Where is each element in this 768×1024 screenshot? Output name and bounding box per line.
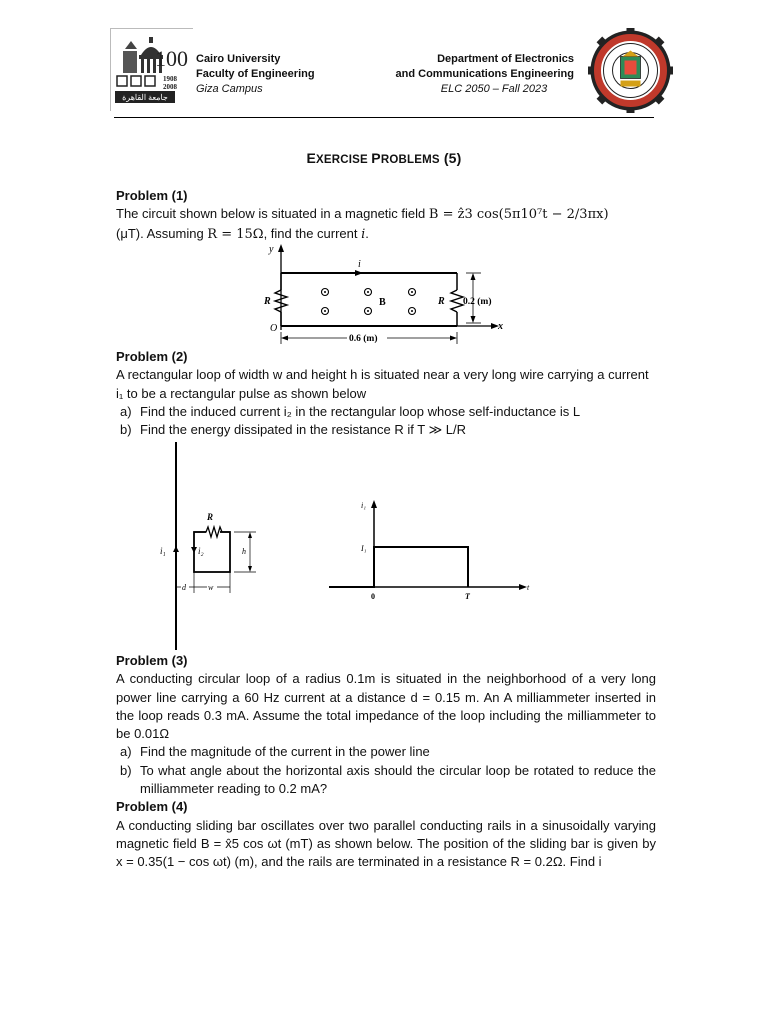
part-label: a) xyxy=(120,403,132,419)
university-logo-icon xyxy=(111,29,193,111)
current-up-arrow-icon xyxy=(173,546,179,552)
problem-1-statement xyxy=(116,205,656,244)
cairo-university-centennial-logo xyxy=(110,28,193,111)
circuit-figure xyxy=(255,240,510,348)
height-label: h xyxy=(242,547,246,556)
loop-current-arrow-icon xyxy=(191,547,197,553)
part-text: To what angle about the horizontal axis should the circular loop be rotated to reduce the milliammeter reading to 0.2 mA? xyxy=(140,762,656,797)
title-part: (5) xyxy=(439,150,462,166)
loop-current-label: i₂ xyxy=(198,546,204,556)
pulse-x-axis-label: t xyxy=(527,583,530,592)
text: (μT). Assuming xyxy=(116,225,208,241)
wire-loop-figure xyxy=(156,440,276,652)
origin-label: O xyxy=(270,323,278,334)
problem-1 xyxy=(116,187,656,244)
problem-2-part-b xyxy=(116,421,656,439)
part-label: a) xyxy=(120,744,132,760)
department-line-2: and Communications Engineering xyxy=(395,68,574,80)
pulse-level-label: I₁ xyxy=(361,544,367,553)
distance-label: d xyxy=(182,583,186,592)
problem-3-part-a xyxy=(116,743,656,761)
y-axis-label: y xyxy=(269,244,274,255)
university-name: Cairo University xyxy=(196,53,281,65)
svg-text:2008: 2008 xyxy=(163,83,177,91)
course-code: ELC 2050 – Fall 2023 xyxy=(440,83,548,95)
rectangular-pulse xyxy=(329,547,468,587)
engineering-gear-seal-icon xyxy=(588,28,673,113)
problem-2 xyxy=(116,348,656,439)
campus-name: Giza Campus xyxy=(196,83,263,95)
problem-3 xyxy=(116,652,656,872)
title-part: XERCISE xyxy=(315,154,372,166)
wire-current-label: i₁ xyxy=(160,546,166,556)
part-text: Find the energy dissipated in the resistance R if T ≫ L/R xyxy=(140,422,467,438)
problem-3-statement: A conducting circular loop of a radius 0.1m is situated in the neighborhood of a very long power line carrying a 60 Hz current at a distance d = 0.15 m. An A milliammeter inserted in the loop reads 0.3 mA. Assume the total impedance of the loop including the milliammeter to be 0.01Ω xyxy=(116,671,656,742)
width-dimension-label: 0.6 (m) xyxy=(349,334,378,344)
problem-3-heading: Problem (3) xyxy=(116,653,188,668)
department-line-1: Department of Electronics xyxy=(437,53,574,65)
pulse-end-label: T xyxy=(465,592,470,601)
title-part: E xyxy=(306,150,316,166)
resistance-expression: R = 15Ω xyxy=(207,226,264,242)
resistor-right-label: R xyxy=(438,296,445,307)
problem-3-part-b xyxy=(116,762,656,799)
svg-text:100: 100 xyxy=(155,46,188,71)
text: The circuit shown below is situated in a magnetic field xyxy=(116,206,429,222)
problem-2-part-a xyxy=(116,403,656,421)
right-resistor-icon xyxy=(451,290,463,312)
part-label: b) xyxy=(120,422,132,438)
field-expression: B = ẑ3 cos(5π10⁷t − 2/3πx) xyxy=(428,207,609,223)
problem-2-statement: A rectangular loop of width w and height h is situated near a very long wire carrying a current i₁ to be a rectangular pulse as shown below xyxy=(116,367,649,401)
part-text: Find the induced current i₂ in the rectangular loop whose self-inductance is L xyxy=(140,403,581,419)
university-info xyxy=(196,52,315,97)
problem-4-heading: Problem (4) xyxy=(116,799,188,815)
part-text: Find the magnitude of the current in the power line xyxy=(140,744,430,760)
svg-text:جامعة القاهرة: جامعة القاهرة xyxy=(122,93,168,102)
loop-resistor-label: R xyxy=(207,512,214,522)
height-dimension-label: 0.2 (m) xyxy=(463,297,492,307)
text: . xyxy=(365,225,369,241)
current-arrow-icon xyxy=(355,270,363,276)
department-info xyxy=(380,52,574,97)
text: , find the current xyxy=(263,225,362,241)
page-title xyxy=(0,150,768,166)
title-part: ROBLEMS xyxy=(380,154,440,166)
resistor-left-label: R xyxy=(264,296,271,307)
svg-text:1908: 1908 xyxy=(163,75,177,83)
current-pulse-figure xyxy=(325,495,535,605)
header-divider xyxy=(114,117,654,118)
problem-1-heading: Problem (1) xyxy=(116,188,188,203)
field-label: B xyxy=(379,297,386,308)
current-label: i xyxy=(358,259,361,270)
x-axis-label: x xyxy=(498,321,503,332)
document-header xyxy=(110,28,673,118)
faculty-name: Faculty of Engineering xyxy=(196,68,315,80)
part-label: b) xyxy=(120,762,132,778)
faculty-engineering-seal xyxy=(588,28,673,113)
current-variable: i xyxy=(361,226,366,242)
problem-4-statement: A conducting sliding bar oscillates over two parallel conducting rails in a sinusoidally varying magnetic field B = x̂5 cos ωt (mT) as shown below. The position of the sliding bar is given by x = 0.35(1 − cos ωt) (m), and the rails are terminated in a resistance R = 0.2Ω. Find i xyxy=(116,817,656,870)
title-part: P xyxy=(371,150,381,166)
pulse-start-label: 0 xyxy=(371,592,375,601)
problem-2-heading: Problem (2) xyxy=(116,349,188,364)
pulse-y-axis-label: i₁ xyxy=(361,501,367,510)
width-label: w xyxy=(208,583,214,592)
